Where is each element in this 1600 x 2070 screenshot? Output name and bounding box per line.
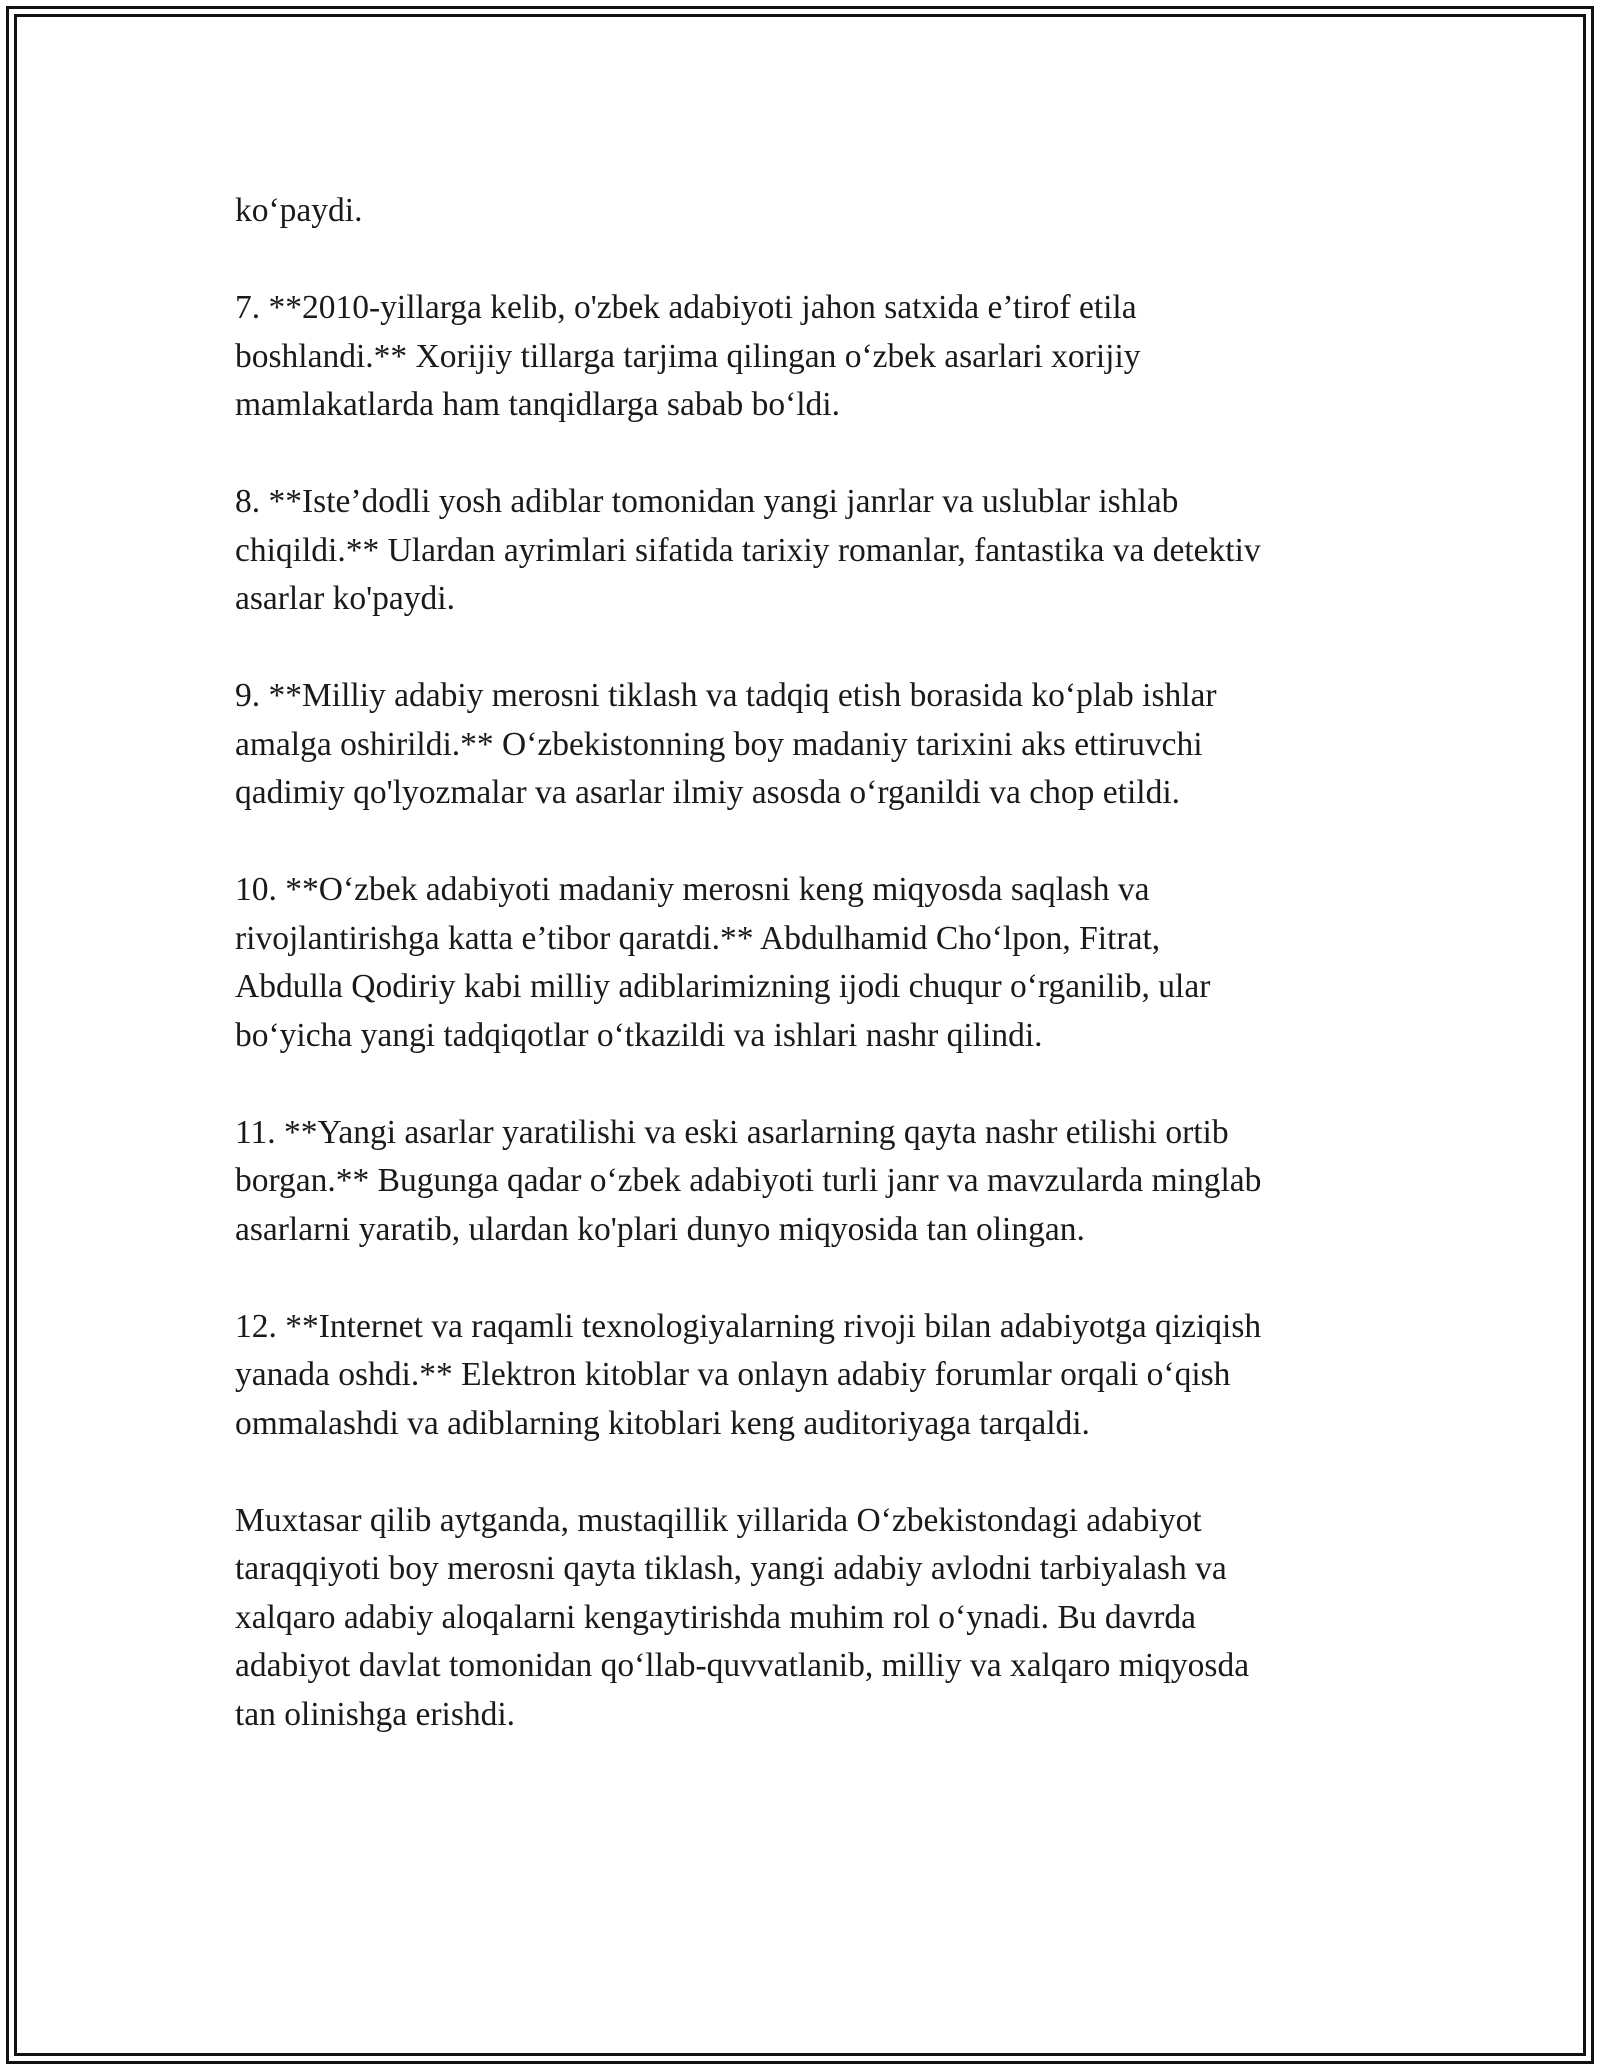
- document-body: [235, 187, 1375, 1788]
- conclusion-paragraph: Muxtasar qilib aytganda, mustaqillik yillarida O‘zbekistondagi adabiyot taraqqiyoti boy merosni qayta tiklash, yangi adabiy avlodni tarbiyalash va xalqaro adabiy aloqalarni kengaytirishda muhim rol o‘ynadi. Bu davrda adabiyot davlat tomonidan qo‘llab-quvvatlanib, milliy va xalqaro miqyosda tan olinishga erishdi.: [235, 1501, 1250, 1733]
- list-item-7: 7. **2010-yillarga kelib, o'zbek adabiyoti jahon satxida e’tirof etila boshlandi.** Xorijiy tillarga tarjima qilingan o‘zbek asarlari xorijiy mamlakatlarda ham tanqidlarga sabab bo‘ldi.: [235, 289, 1141, 423]
- list-item-10: 10. **O‘zbek adabiyoti madaniy merosni keng miqyosda saqlash va rivojlantirishga katta e’tibor qaratdi.** Abdulhamid Cho‘lpon, Fitrat, Abdulla Qodiriy kabi milliy adiblarimizning ijodi chuqur o‘rganilib, ular bo‘yicha yangi tadqiqotlar o‘tkazildi va ishlari nashr qilindi.: [235, 871, 1211, 1054]
- list-item-11: 11. **Yangi asarlar yaratilishi va eski asarlarning qayta nashr etilishi ortib borgan.** Bugunga qadar o‘zbek adabiyoti turli janr va mavzularda minglab asarlarni yaratib, ulardan ko'plari dunyo miqyosida tan olingan.: [235, 1113, 1262, 1248]
- list-item-12: 12. **Internet va raqamli texnologiyalarning rivoji bilan adabiyotga qiziqish yanada oshdi.** Elektron kitoblar va onlayn adabiy forumlar orqali o‘qish ommalashdi va adiblarning kitoblari keng auditoriyaga tarqaldi.: [235, 1307, 1262, 1442]
- paragraph-continuation: ko‘paydi.: [235, 192, 363, 229]
- list-item-9: 9. **Milliy adabiy merosni tiklash va tadqiq etish borasida ko‘plab ishlar amalga oshirildi.** O‘zbekistonning boy madaniy tarixini aks ettiruvchi qadimiy qo'lyozmalar va asarlar ilmiy asosda o‘rganildi va chop etildi.: [235, 677, 1217, 811]
- list-item-8: 8. **Iste’dodli yosh adiblar tomonidan yangi janrlar va uslublar ishlab chiqildi.** Ulardan ayrimlari sifatida tarixiy romanlar, fantastika va detektiv asarlar ko'paydi.: [235, 483, 1261, 617]
